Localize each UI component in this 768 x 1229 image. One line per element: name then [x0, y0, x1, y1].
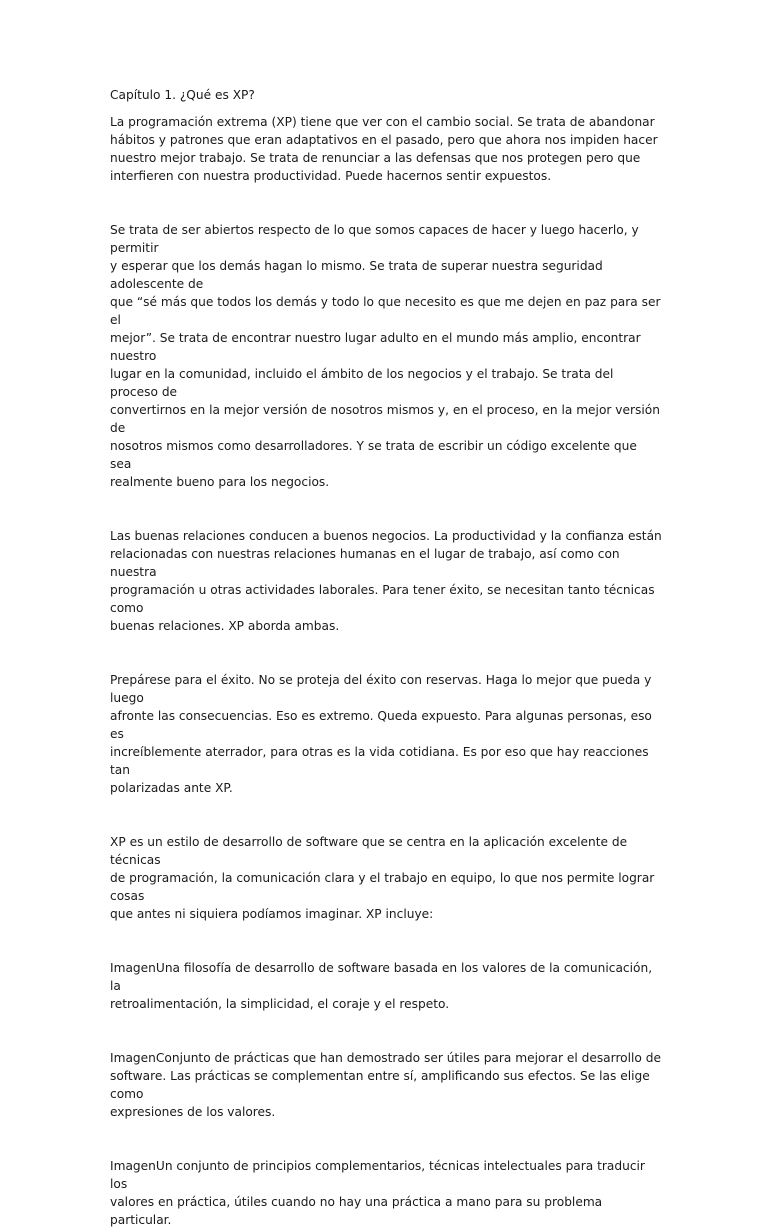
paragraph-1: La programación extrema (XP) tiene que ver con el cambio social. Se trata de abandonar hábitos y patrones que eran adaptativos en el pasado, pero que ahora nos impiden hacer nuestro mejor trabajo. Se trata de renunciar a las defensas que nos protegen pero que interfieren con nuestra productividad. Puede hacernos sentir expuestos. [110, 115, 658, 183]
list-item-philosophy: ImagenUna filosofía de desarrollo de software basada en los valores de la comunicación, la retroalimentación, la simplicidad, el coraje y el respeto. [110, 961, 653, 1011]
document-page [110, 86, 662, 1229]
paragraph-4: Prepárese para el éxito. No se proteja del éxito con reservas. Haga lo mejor que pueda y luego afronte las consecuencias. Eso es extremo. Queda expuesto. Para algunas personas, eso es increíblemente aterrador, para otras es la vida cotidiana. Es por eso que hay reacciones tan polarizadas ante XP. [110, 673, 652, 795]
paragraph-3: Las buenas relaciones conducen a buenos negocios. La productividad y la confianza están relacionadas con nuestras relaciones humanas en el lugar de trabajo, así como con nuestra programación u otras actividades laborales. Para tener éxito, se necesitan tanto técnicas como buenas relaciones. XP aborda ambas. [110, 529, 662, 633]
list-item-practices: ImagenConjunto de prácticas que han demostrado ser útiles para mejorar el desarrollo de software. Las prácticas se complementan entre sí, amplificando sus efectos. Se las elige como expresiones de los valores. [110, 1051, 661, 1119]
paragraph-5: XP es un estilo de desarrollo de software que se centra en la aplicación excelente de técnicas de programación, la comunicación clara y el trabajo en equipo, lo que nos permite lograr cosas que antes ni siquiera podíamos imaginar. XP incluye: [110, 835, 655, 921]
paragraph-2: Se trata de ser abiertos respecto de lo que somos capaces de hacer y luego hacerlo, y permitir y esperar que los demás hagan lo mismo. Se trata de superar nuestra seguridad adolescente de que “sé más que todos los demás y todo lo que necesito es que me dejen en paz para ser el mejor”. Se trata de encontrar nuestro lugar adulto en el mundo más amplio, encontrar nuestro lugar en la comunidad, incluido el ámbito de los negocios y el trabajo. Se trata del proceso de convertirnos en la mejor versión de nosotros mismos y, en el proceso, en la mejor versión de nosotros mismos como desarrolladores. Y se trata de escribir un código excelente que sea realmente bueno para los negocios. [110, 223, 661, 489]
chapter-title: Capítulo 1. ¿Qué es XP? [110, 88, 255, 102]
list-item-principles: ImagenUn conjunto de principios complementarios, técnicas intelectuales para traducir los valores en práctica, útiles cuando no hay una práctica a mano para su problema particular. [110, 1159, 645, 1227]
